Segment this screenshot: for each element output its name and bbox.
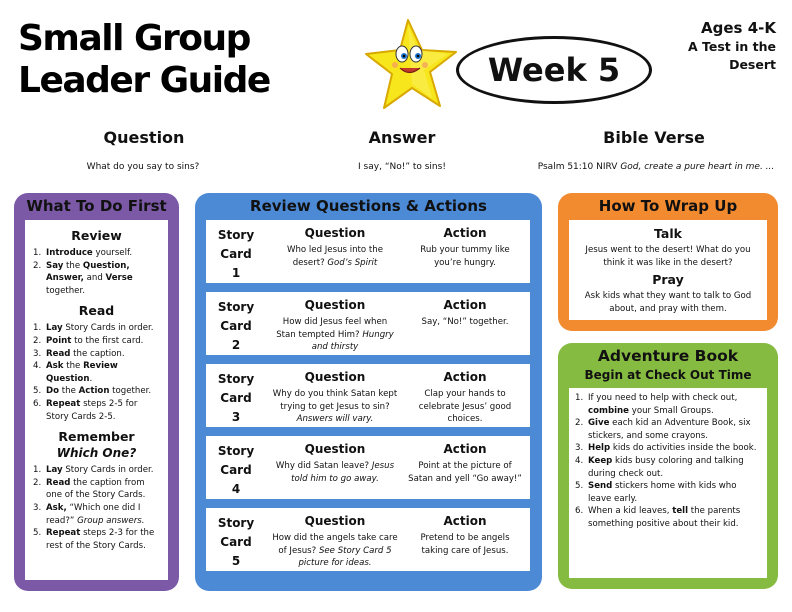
story-card-label (214, 226, 258, 283)
answer-text: I say, “No!” to sins! (358, 162, 446, 172)
step-text: and (83, 273, 106, 284)
talk-heading: Talk (654, 226, 682, 241)
question-header: Question (304, 298, 366, 312)
question-header: Question (304, 514, 366, 528)
card-number: 1 (231, 266, 241, 280)
story-card-label (214, 370, 258, 427)
read-step (33, 385, 160, 398)
step-keyword: Do (46, 386, 60, 397)
adventure-step (575, 505, 761, 530)
adventure-book-panel (558, 343, 778, 589)
action-header: Action (443, 298, 487, 312)
talk-text: Jesus went to the desert! What do you think it was like in the desert? (585, 245, 751, 268)
review-questions-panel (195, 193, 542, 591)
read-heading: Read (78, 303, 115, 319)
step-keyword: Repeat (46, 528, 81, 539)
step-keyword: Review Question (46, 361, 118, 384)
action-header: Action (443, 226, 487, 240)
step-text: to the first card. (71, 335, 144, 346)
wrap-up-title: How To Wrap Up (598, 197, 738, 215)
card-number: 2 (231, 338, 241, 352)
step-number: 1. (33, 248, 42, 258)
story-word: Story (217, 444, 255, 458)
question-column (272, 298, 398, 354)
step-number: 3. (575, 443, 584, 454)
story-card-4 (206, 436, 530, 499)
action-header: Action (443, 514, 487, 528)
step-keyword: combine (588, 405, 629, 416)
step-number: 2. (33, 477, 42, 488)
adventure-book-subtitle: Begin at Check Out Time (584, 368, 752, 382)
week-badge: Week 5 (456, 36, 652, 104)
step-number: 3. (33, 502, 42, 513)
expected-answer: Jesus told him to go away. (291, 461, 395, 484)
question-header: Question (304, 370, 366, 384)
adventure-step (575, 392, 761, 417)
remember-step (33, 477, 160, 502)
verse-reference: Psalm 51:10 NIRV (537, 162, 618, 172)
verse-quote: God, create a pure heart in me. ... (620, 162, 775, 172)
step-keyword: Send (588, 481, 613, 492)
story-card-label (214, 442, 258, 499)
step-text: the parents something positive about their kid. (588, 506, 741, 529)
action-column (406, 370, 524, 426)
step-text: When a kid leaves, (588, 506, 673, 517)
step-number: 2. (33, 335, 42, 346)
step-number: 6. (33, 398, 42, 409)
review-questions-title: Review Questions & Actions (250, 197, 487, 215)
title-line-1: Small Group (18, 18, 250, 59)
question-column (272, 226, 398, 269)
what-to-do-first-title: What To Do First (26, 197, 167, 215)
story-word: Story (217, 228, 255, 242)
action-header: Action (443, 442, 487, 456)
question-column (272, 442, 398, 485)
guide-title (18, 18, 270, 102)
read-step (33, 398, 160, 423)
step-text: the caption from one of the Story Cards. (46, 477, 146, 501)
action-text: Say, “No!” together. (421, 317, 509, 327)
read-step (33, 322, 160, 335)
step-answer: Group answers. (77, 515, 145, 526)
adventure-step (575, 455, 761, 480)
question-heading: Question (103, 128, 185, 147)
adventure-book-title: Adventure Book (597, 347, 739, 365)
step-number: 2. (33, 260, 42, 271)
adventure-book-body (569, 388, 767, 578)
story-card-label (214, 298, 258, 355)
step-keyword: Repeat (46, 398, 81, 409)
step-keyword: Lay (46, 465, 63, 476)
question-text: What do you say to sins? (86, 162, 200, 172)
step-keyword: Keep (588, 455, 613, 466)
step-text: together. (109, 386, 152, 397)
read-step (33, 335, 160, 348)
review-step (33, 247, 160, 260)
review-question (272, 388, 398, 426)
step-text: . (89, 373, 93, 384)
question-text: Who led Jesus into the desert? (286, 245, 384, 268)
step-text: your Small Groups. (629, 405, 714, 416)
step-text: steps 2-3 for the rest of the Story Cards. (46, 528, 155, 551)
verse-text (506, 162, 792, 172)
expected-answer: See Story Card 5 picture for ideas. (298, 545, 392, 568)
story-word: Story (217, 516, 255, 530)
step-number: 1. (33, 323, 42, 334)
review-question (272, 460, 398, 485)
step-keyword: Read (46, 348, 71, 359)
step-text: the caption. (70, 348, 125, 359)
step-number: 6. (575, 506, 584, 517)
adventure-step (575, 417, 761, 442)
step-keyword: Give (588, 418, 610, 429)
step-text: stickers home with kids who leave early. (588, 481, 737, 504)
remember-step (33, 464, 160, 477)
card-number: 4 (231, 482, 241, 496)
review-steps-list (33, 247, 160, 297)
step-keyword: Lay (46, 323, 63, 334)
adventure-steps-list (575, 392, 761, 531)
step-text: steps 2-5 for Story Cards 2-5. (46, 398, 138, 422)
remember-heading: Remember (58, 429, 135, 445)
step-text: kids do activities inside the book. (610, 443, 757, 454)
action-text: Point at the picture of Satan and yell “Go away!” (408, 461, 522, 484)
lesson-title-line-2: Desert (729, 57, 776, 72)
step-text: If you need to help with check out, (588, 393, 738, 403)
step-text: yourself. (92, 248, 133, 258)
card-word: Card (220, 319, 252, 333)
step-text: the (59, 386, 79, 397)
pray-heading: Pray (652, 272, 684, 287)
step-number: 1. (33, 465, 42, 476)
review-heading: Review (71, 228, 122, 243)
question-text: Why did Satan leave? (275, 461, 372, 471)
step-text: the (63, 361, 84, 372)
step-keyword: Ask (46, 361, 64, 372)
story-card-2 (206, 292, 530, 355)
card-word: Card (220, 463, 252, 477)
action-column (406, 298, 524, 329)
question-header: Question (304, 442, 366, 456)
step-text: Story Cards in order. (62, 465, 154, 476)
remember-steps-list (33, 464, 160, 552)
step-text: kids busy coloring and talking during check out. (588, 455, 744, 479)
step-keyword: Ask, (46, 502, 67, 513)
step-text: together. (46, 285, 85, 296)
story-word: Story (217, 372, 255, 386)
step-text: each kid an Adventure Book, six stickers, and some crayons. (588, 418, 751, 441)
expected-answer: God’s Spirit (327, 257, 378, 268)
remember-subheading: Which One? (56, 446, 137, 461)
card-number: 3 (231, 410, 241, 424)
star-mascot-icon (362, 14, 462, 114)
story-card-5 (206, 508, 530, 571)
step-number: 4. (33, 361, 42, 372)
step-keyword: Point (46, 335, 72, 346)
step-number: 5. (33, 386, 42, 397)
step-keyword: Question, Answer, (46, 260, 130, 284)
answer-heading: Answer (368, 128, 436, 147)
review-question (272, 244, 398, 269)
story-word: Story (217, 300, 255, 314)
step-keyword: Action (78, 386, 110, 397)
story-card-1 (206, 220, 530, 283)
action-text: Pretend to be angels taking care of Jesus. (420, 533, 510, 556)
step-keyword: Verse (105, 273, 133, 284)
step-keyword: Say (46, 260, 64, 271)
question-text: How did the angels take care of Jesus? (272, 533, 398, 556)
step-keyword: Introduce (46, 248, 93, 258)
step-number: 4. (575, 455, 584, 466)
action-text: Rub your tummy like you’re hungry. (420, 245, 510, 268)
step-text: the (63, 260, 83, 271)
read-step (33, 360, 160, 385)
what-to-do-first-panel (14, 193, 179, 591)
step-number: 2. (575, 418, 584, 429)
step-keyword: Help (588, 443, 611, 454)
remember-step (33, 502, 160, 527)
card-word: Card (220, 391, 252, 405)
action-column (406, 514, 524, 557)
lesson-title-line-1: A Test in the (687, 39, 776, 54)
card-word: Card (220, 247, 252, 261)
step-text: Story Cards in order. (62, 323, 154, 334)
adventure-step (575, 480, 761, 505)
step-number: 5. (33, 528, 42, 539)
step-keyword: tell (672, 506, 689, 517)
action-column (406, 442, 524, 485)
step-number: 1. (575, 393, 584, 403)
read-steps-list (33, 322, 160, 423)
pray-text: Ask kids what they want to talk to God about, and pray with them. (584, 291, 752, 314)
what-to-do-first-body (25, 220, 168, 580)
age-range: Ages 4-K (701, 19, 776, 37)
action-text: Clap your hands to celebrate Jesus’ good choices. (418, 389, 512, 424)
action-header: Action (443, 370, 487, 384)
question-text: How did Jesus feel when Stan tempted Him? (276, 317, 388, 340)
story-card-label (214, 514, 258, 571)
wrap-up-panel (558, 193, 778, 331)
wrap-up-body (569, 220, 767, 320)
read-step (33, 348, 160, 361)
adventure-step (575, 442, 761, 455)
card-number: 5 (231, 554, 241, 568)
action-column (406, 226, 524, 269)
ages-lesson-info (688, 18, 776, 74)
step-keyword: Read (46, 477, 71, 488)
expected-answer: Hungry and thirsty (311, 329, 394, 352)
verse-heading: Bible Verse (603, 128, 705, 147)
remember-step (33, 527, 160, 552)
question-text: Why do you think Satan kept trying to get Jesus to sin? (272, 389, 398, 412)
story-card-3 (206, 364, 530, 427)
card-word: Card (220, 535, 252, 549)
review-question (272, 532, 398, 570)
question-column (272, 514, 398, 570)
step-number: 5. (575, 481, 584, 492)
review-step (33, 260, 160, 298)
question-column (272, 370, 398, 426)
step-text: “Which one did I read?” (46, 502, 141, 526)
review-question (272, 316, 398, 354)
question-header: Question (304, 226, 366, 240)
step-number: 3. (33, 348, 42, 359)
expected-answer: Answers will vary. (296, 414, 374, 424)
title-line-2: Leader Guide (18, 60, 270, 101)
